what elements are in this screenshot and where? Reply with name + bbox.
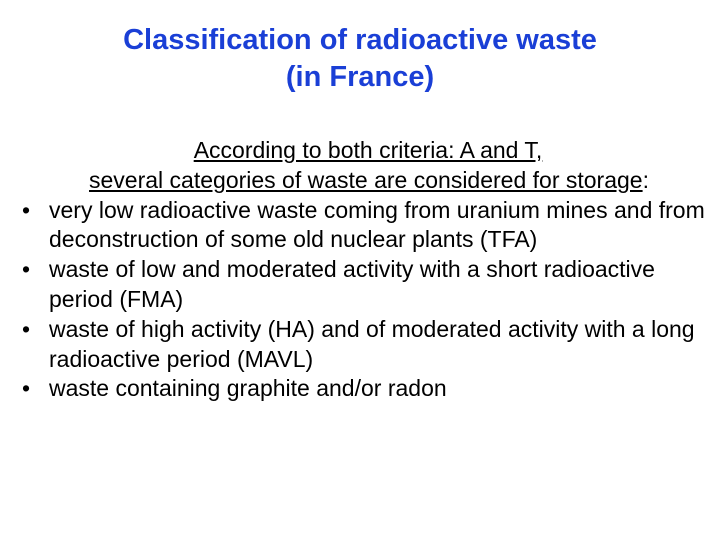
intro-line-1: According to both criteria: A and T, [193,137,543,163]
intro-line-2-tail: : [642,166,649,193]
bullet-icon: • [22,256,31,283]
list-item [22,315,714,375]
list-item [22,374,714,404]
slide-title [0,22,720,96]
bullet-icon: • [22,315,31,342]
waste-category-list [22,196,714,405]
title-line-1: Classification of radioactive waste [123,24,597,56]
list-item-text: waste of high activity (HA) and of moderated activity with a long radioactive period (MAVL) [49,315,695,372]
bullet-icon: • [22,196,31,223]
list-item-text: waste containing graphite and/or radon [49,375,447,402]
intro-line-2 [10,166,720,196]
list-item-text: very low radioactive waste coming from uranium mines and from deconstruction of some old nuclear plants (TFA) [49,196,705,253]
list-item [22,196,714,256]
bullet-icon: • [22,375,31,402]
title-line-2: (in France) [285,61,435,93]
intro-text [22,136,714,196]
intro-line-2-underlined: several categories of waste are considered for storage [89,166,643,193]
slide-body [22,136,714,404]
list-item [22,255,714,315]
list-item-text: waste of low and moderated activity with a short radioactive period (FMA) [49,256,655,312]
